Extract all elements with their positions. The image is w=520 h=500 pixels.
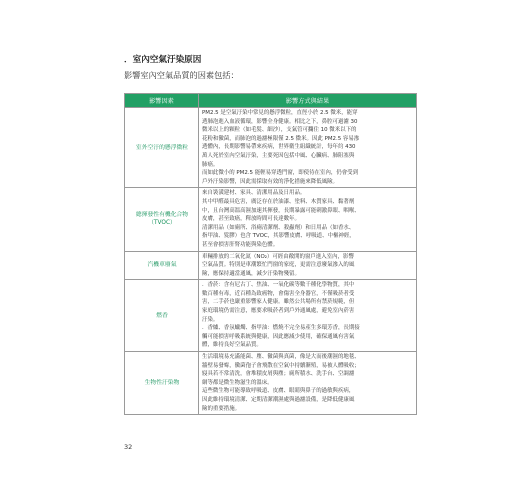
effect-cell [199,251,417,280]
table-row [125,188,417,251]
effect-line: 觸可能損害呼吸系統與健康，因此應減少使用，確保通風有害氣 [202,333,355,340]
factor-label: 總揮發性有機化合物 [135,212,189,219]
effect-line: ．香菸：含有尼古丁、焦油、一氧化碳等數千種化學物質，其中 [202,282,355,289]
table-row [125,108,417,188]
section-heading: ．室內空氣汙染原因 [124,55,202,65]
factor-label: 汽機車廢氣 [147,262,177,269]
effect-line: 而如此微小的 PM2.5 能輕易穿透門窗，即使待在室內，仍會受到 [202,170,359,177]
effect-line: 微米以上的顆粒（如毛髮、細沙），支氣管可攔住 10 微米以下的 [202,127,357,134]
header-effect: 影響方式與結果 [199,94,417,108]
effect-line: 花粉和黴菌，而肺泡的過濾極限僅 2.5 微米。因此 PM2.5 容易滲 [202,135,360,142]
effect-line: 車輛排放的二氧化氮（NO₂）可經由敞開的窗戶進入室內，影響 [202,253,354,260]
effect-line: 險的重要措施。 [202,405,241,412]
effect-cell [199,280,417,352]
factor-label: （TVOC） [148,220,176,227]
effect-line: 牆壁易發霉，黴菌孢子會飛散在空氣中持續漸殖，易被人體吸收； [202,362,360,369]
effect-line: 其中甲醛最具危害，廣泛存在於油漆、塗料、木質家具、黏著劑 [202,198,355,205]
effect-line: 中，且台灣高溫高濕加速其揮發，長期暴露可能刺激鼻眼、咽喉、 [202,207,360,214]
intro-text: 影響室內空氣品質的因素包括： [124,70,239,80]
effect-line: 肺癌。 [202,161,219,168]
effect-line: 汙染。 [202,316,219,323]
effect-line: 甚至會損害肝腎功能與染色體。 [202,241,279,248]
effect-line: 網等都是微生物滋生的溫床。 [202,379,273,386]
effect-line: 這些微生物可能導致呼吸道、皮膚、眼睛與鼻子的過敏與疾病， [202,388,355,395]
air-pollution-table [124,93,417,415]
effect-line: 害，二手菸也嚴重影響家人健康。雖然公共場所有禁菸規範，但 [202,299,355,306]
factor-cell [125,188,199,251]
effect-line: 空氣品質。特別是車潮繁忙門窗的家庭，更需注意廢氣滲入的風 [202,262,355,269]
factor-cell [125,280,199,352]
effect-line: 透肺泡進入血液循環，影響全身健康。相比之下，鼻腔可過濾 30 [202,118,358,125]
effect-line: 寢具若不常清洗，會堆積皮屑與塵；廁所積水、洗手台、空調濾 [202,371,355,378]
effect-line: 指甲油、髮膠）也含 TVOC，其影響皮膚、呼吸道、中樞神經， [202,233,355,240]
effect-line: 因此維持環境清潔、定期清潔潮濕處與過濾設備，是降低健康風 [202,397,355,403]
effect-cell [199,108,417,188]
factor-cell [125,108,199,188]
effect-cell [199,188,417,251]
effect-cell [199,352,417,415]
effect-line: 透體內，長期影響易帶來疾病，世界衛生組織統計，每年約 430 [202,144,356,151]
page-number: 32 [124,443,133,451]
effect-line: 戶外汙染影響，因此需採取有效的淨化措施來降低風險。 [202,178,338,185]
factor-label: 生物性汙染物 [144,380,180,387]
table-header-row [125,94,417,108]
factor-label: 燃香 [156,312,168,319]
factor-cell [125,352,199,415]
header-factor: 影響因素 [125,94,199,108]
table-row [125,280,417,352]
effect-line: 家庭環境仍需注意，應要求吸菸者到戶外通風處，避免室內菸害 [202,308,355,315]
effect-line: 來自裝潢建材、家具、清潔用品及日用品。 [202,190,306,197]
effect-line: PM2.5 是空氣汙染中常見的懸浮微粒，直徑小於 2.5 微米，能穿 [202,110,358,116]
factor-cell [125,251,199,280]
effect-line: 體，維持良好空氣品質。 [202,342,262,349]
effect-line: ．香爐、香氛蠟燭、指甲油：燃燒不完全易產生多環芳香，長期接 [202,325,360,332]
effect-line: 生活環境易充滿能菌、塵、黴菌與真菌，像是大而後潮濕的地毯、 [202,354,360,361]
effect-line: 清潔用品（如廁所、浴廁清潔劑、殺蟲劑）和日用品（如香水、 [202,224,355,231]
factor-label: 室外空汙的懸浮微粒 [135,144,189,151]
effect-line: 皮膚，甚至致癌，釋放時間可長達數年。 [202,216,300,223]
table-row [125,251,417,280]
effect-line: 數百種有毒，近百種為致癌物，會傷害全身器官，不僅吸菸者受 [202,290,355,297]
table-row [125,352,417,415]
effect-line: 萬人死於室內空氣汙染，主要死因包括中風、心臟病、肺阻塞與 [202,152,355,159]
effect-line: 險，應保持適當通風，減少汙染物殘留。 [202,270,300,277]
